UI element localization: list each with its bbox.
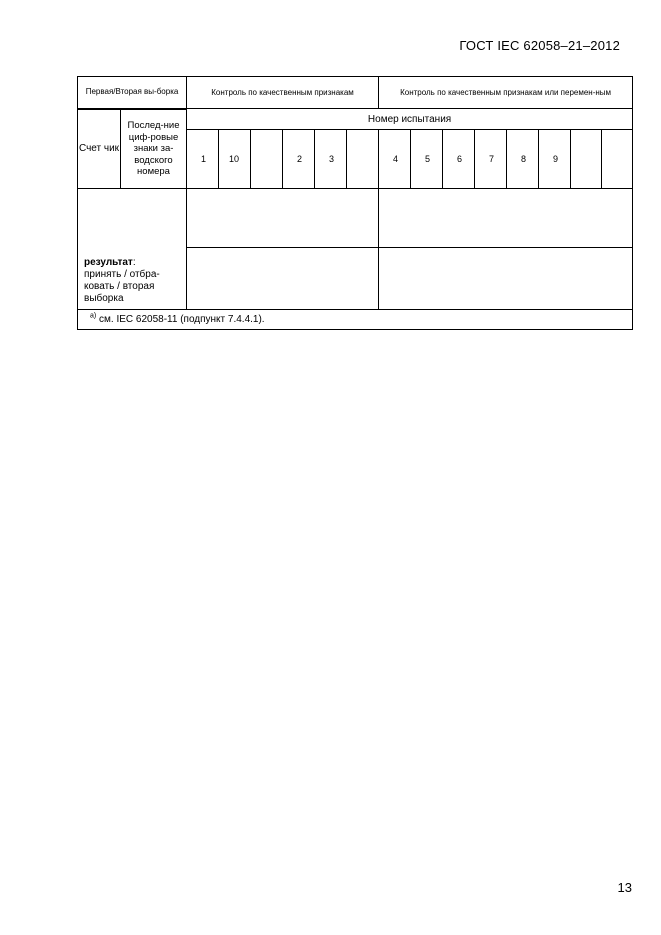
test-number-cell: 6 [443,130,475,189]
page-number: 13 [617,880,632,895]
footnote-mark: а) [90,312,97,320]
test-number-cell: 8 [507,130,539,189]
test-number-cell: 3 [315,130,347,189]
document-header: ГОСТ IEC 62058–21–2012 [459,38,620,53]
test-number-cell: 1 [187,130,219,189]
test-number-cell: 10 [219,130,251,189]
group-header-row [78,77,633,109]
footnote-text: см. IEC 62058-11 (подпункт 7.4.4.1). [99,314,265,325]
footnote-row [78,310,633,330]
test-number-cell: 9 [539,130,571,189]
test-number-cell [347,130,379,189]
test-number-row [78,109,633,130]
test-number-cell: 5 [411,130,443,189]
result-options: принять / отбра-ковать / вторая выборка [84,269,160,304]
test-number-cell: 7 [475,130,507,189]
data-row [78,189,633,248]
attribute-data-cell [187,189,379,248]
serial-digits-header: Послед-ние циф-ровые знаки за-водского номера [121,109,187,189]
test-number-header: Номер испытания [187,109,633,130]
variable-data-cell [379,248,633,310]
attribute-data-cell [187,248,379,310]
result-colon: : [132,257,136,268]
result-title: результат [84,257,133,268]
test-number-cell [602,130,633,189]
first-second-sample-header: Первая/Вторая вы-борка [78,77,187,109]
test-record-table [77,76,633,330]
result-cell [78,189,187,310]
variable-data-cell [379,189,633,248]
test-record-table-container [77,76,633,330]
counter-header: Счет чик [78,109,121,189]
footnote [78,310,633,330]
test-number-cell: 2 [283,130,315,189]
test-number-cell [251,130,283,189]
test-number-cell [571,130,602,189]
test-number-cell: 4 [379,130,411,189]
attribute-or-variable-control-header: Контроль по качественным признакам или перемен-ным [379,77,633,109]
attribute-control-header: Контроль по качественным признакам [187,77,379,109]
